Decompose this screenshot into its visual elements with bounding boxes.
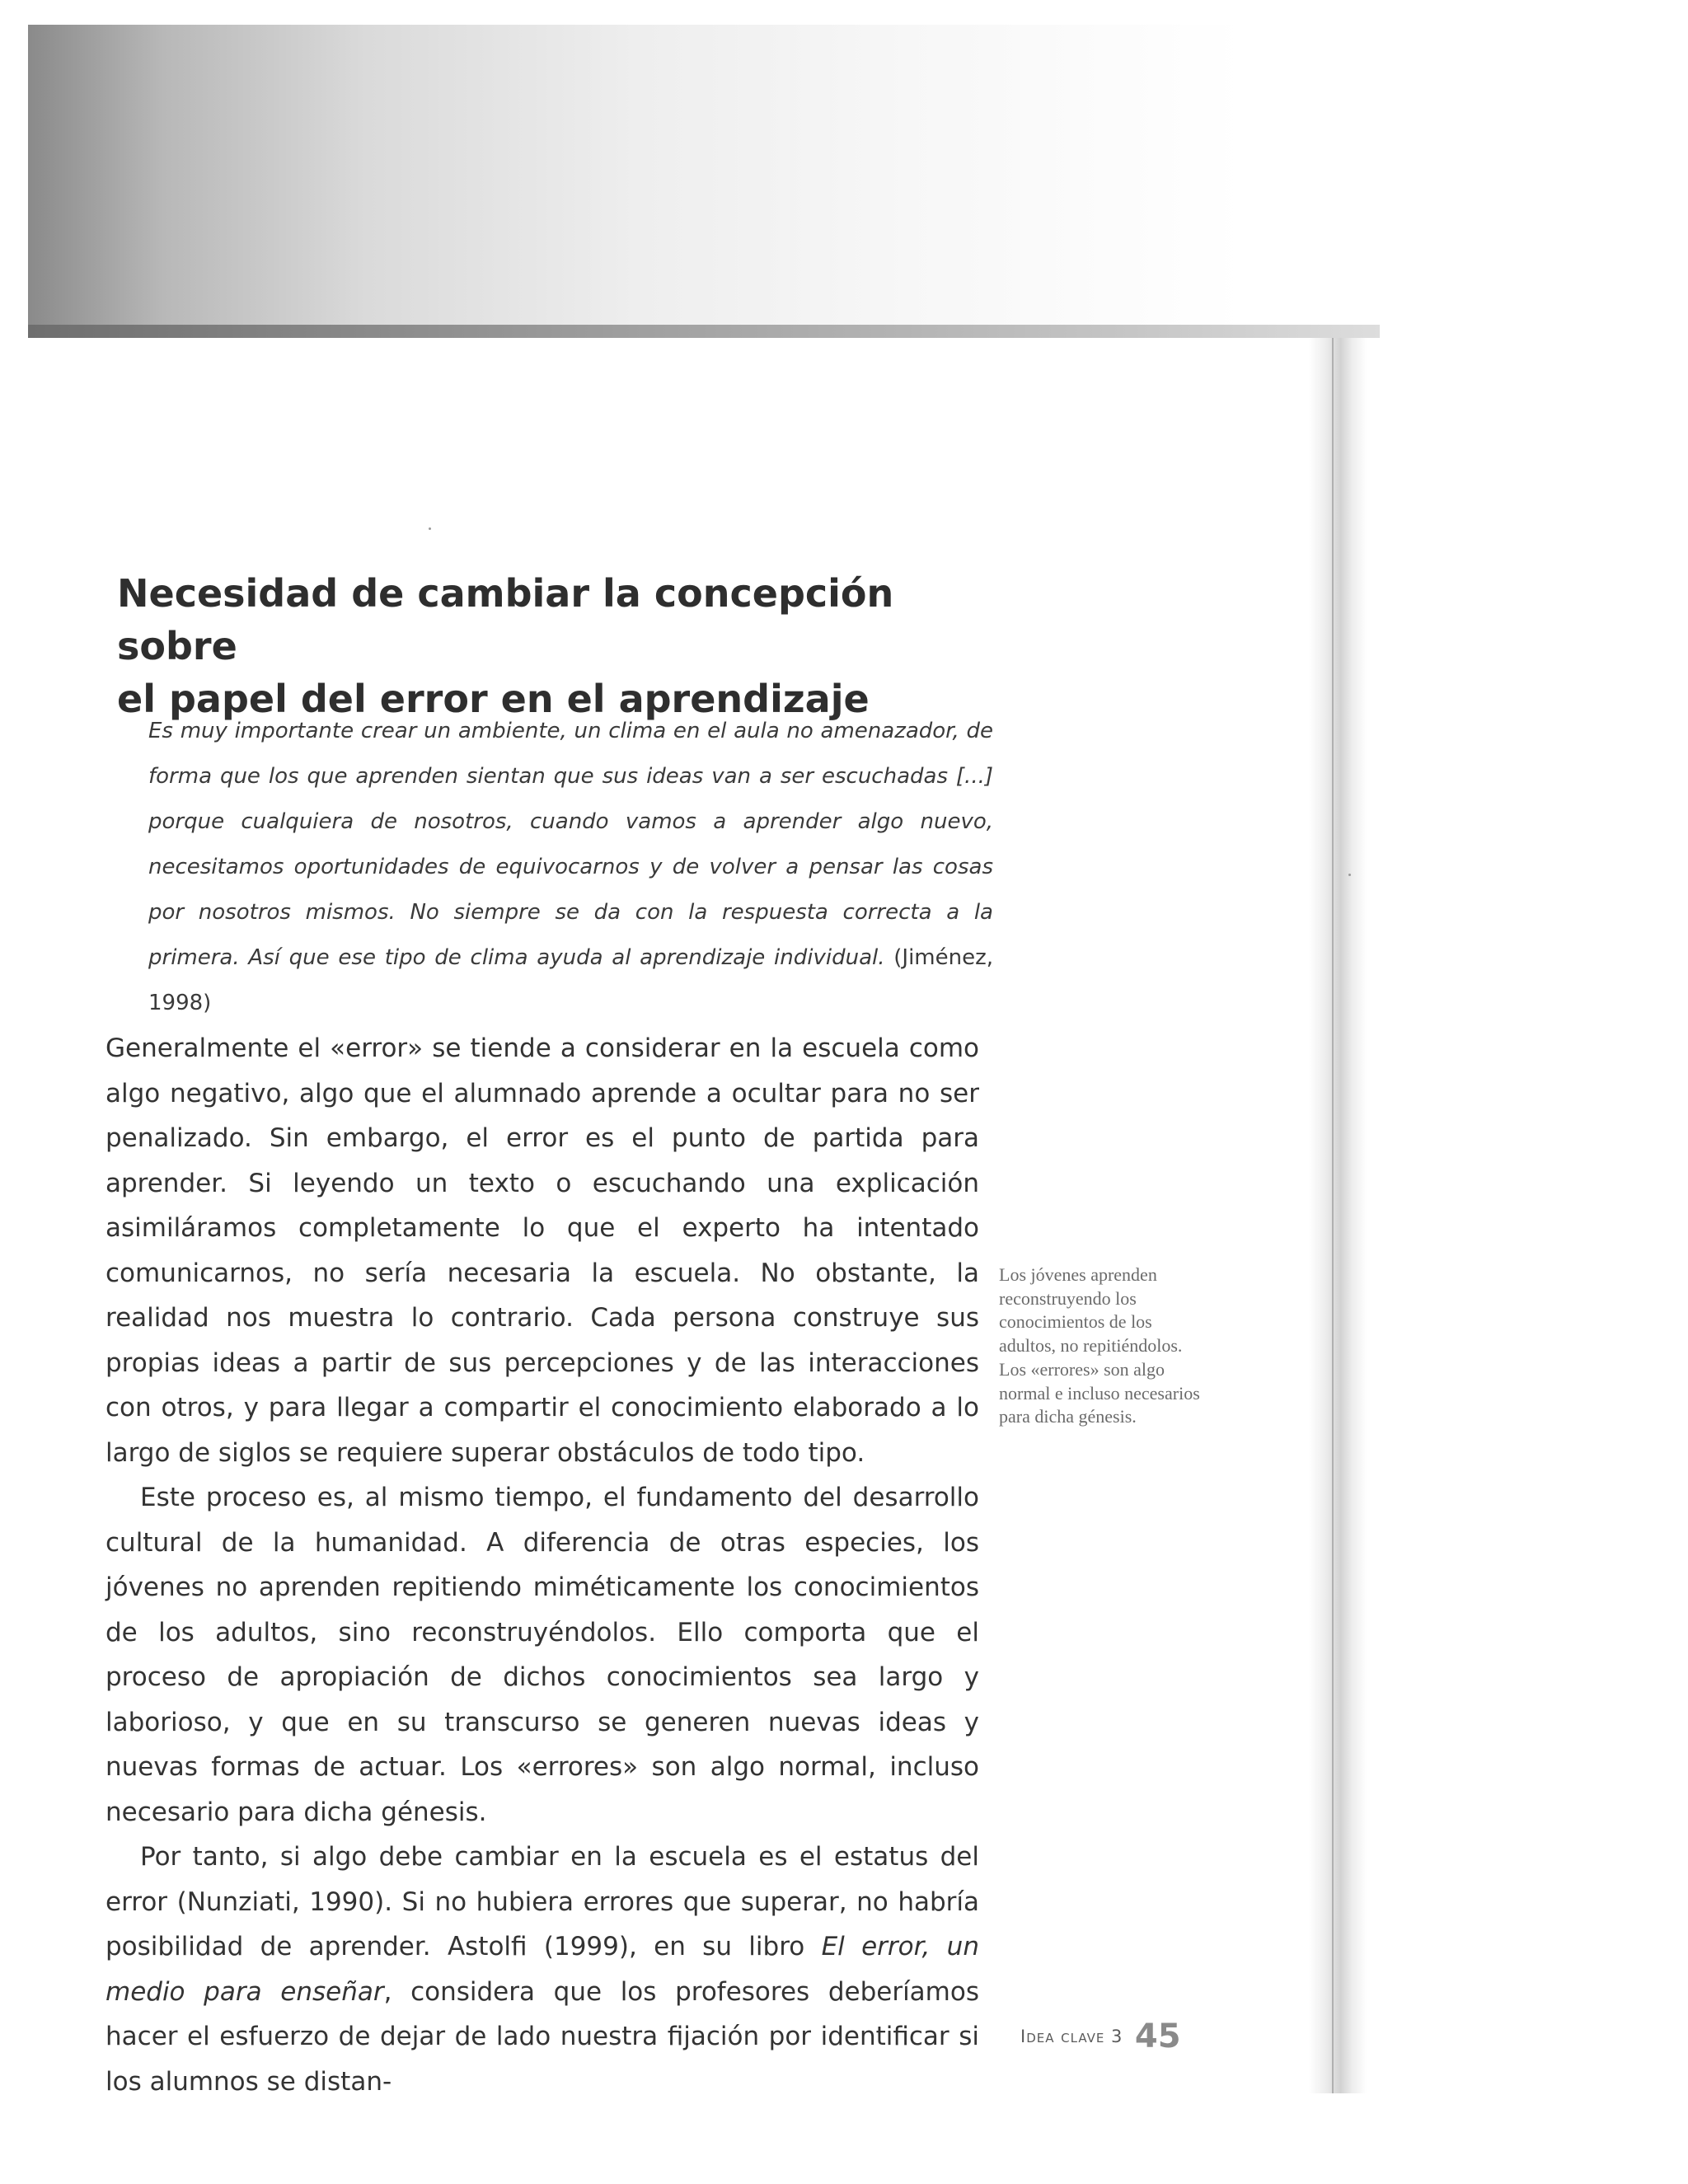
body-text xyxy=(106,1026,979,2104)
section-label: Idea clave 3 xyxy=(1020,2027,1123,2046)
body-paragraph-1: Generalmente el «error» se tiende a considerar en la escuela como algo negativo, algo que el alumnado aprende a ocultar para no ser penalizado. Sin embargo, el error es el punto de partida para aprender. Si leyendo un texto o escuchando una explicación asimiláramos completamente lo que el experto ha intentado comunicarnos, no sería necesaria la escuela. No obstante, la realidad nos muestra lo contrario. Cada persona construye sus propias ideas a partir de sus percepciones y de las interacciones con otros, y para llegar a compartir el conocimiento elaborado a lo largo de siglos se requiere superar obstáculos de todo tipo. xyxy=(106,1033,979,1468)
page-number: 45 xyxy=(1134,2018,1181,2055)
paragraph-3-start: Por tanto, si algo debe cambiar en la escuela es el estatus del error (Nunziati, 1990). Si no hubiera errores que superar, no habría posibilidad de aprender. Astolfi (1999), en su libro xyxy=(106,1842,979,1961)
page-title-line-1: Necesidad de cambiar la concepción sobre xyxy=(117,571,894,668)
epigraph-quote xyxy=(148,709,993,1026)
margin-note: Los jóvenes aprenden reconstruyendo los conocimientos de los adultos, no repitiéndolos. Los «errores» son algo normal e incluso necesarios para dicha génesis. xyxy=(999,1264,1200,1427)
body-paragraph-3 xyxy=(106,1835,979,2104)
scan-speck xyxy=(429,527,431,530)
quote-text: Es muy importante crear un ambiente, un clima en el aula no amenazador, de forma que los que aprenden sientan que sus ideas van a ser escuchadas [...] porque cualquiera de nosotros, cuando vamos a aprender algo nuevo, necesitamos oportunidades de equivocarnos y de volver a pensar las cosas por nosotros mismos. No siempre se da con la respuesta correcta a la primera. Así que ese tipo de clima ayuda al aprendizaje individual. xyxy=(148,719,993,970)
page-title xyxy=(117,567,1024,725)
paragraph-3-end: , considera que los profesores deberíamos hacer el esfuerzo de dejar de lado nuestra fijación por identificar si los alumnos se distan- xyxy=(106,1976,979,2097)
scan-speck xyxy=(1348,874,1351,876)
page-footer xyxy=(1020,2018,1181,2055)
body-paragraph-2: Este proceso es, al mismo tiempo, el fundamento del desarrollo cultural de la humanidad. A diferencia de otras especies, los jóvenes no aprenden repitiendo miméticamente los conocimientos de los adultos, sino reconstruyéndolos. Ello comporta que el proceso de apropiación de dichos conocimientos sea largo y laborioso, y que en su transcurso se generen nuevas ideas y nuevas formas de actuar. Los «errores» son algo normal, incluso necesario para dicha génesis. xyxy=(106,1483,979,1827)
right-binding-shadow xyxy=(1309,338,1367,2093)
quote-citation: (Jiménez, 1998) xyxy=(148,945,994,1015)
top-scan-shadow xyxy=(28,25,1380,338)
page-title-line-2: el papel del error en el aprendizaje xyxy=(117,677,870,721)
book-title: El error, un medio para enseñar xyxy=(106,1932,979,2007)
